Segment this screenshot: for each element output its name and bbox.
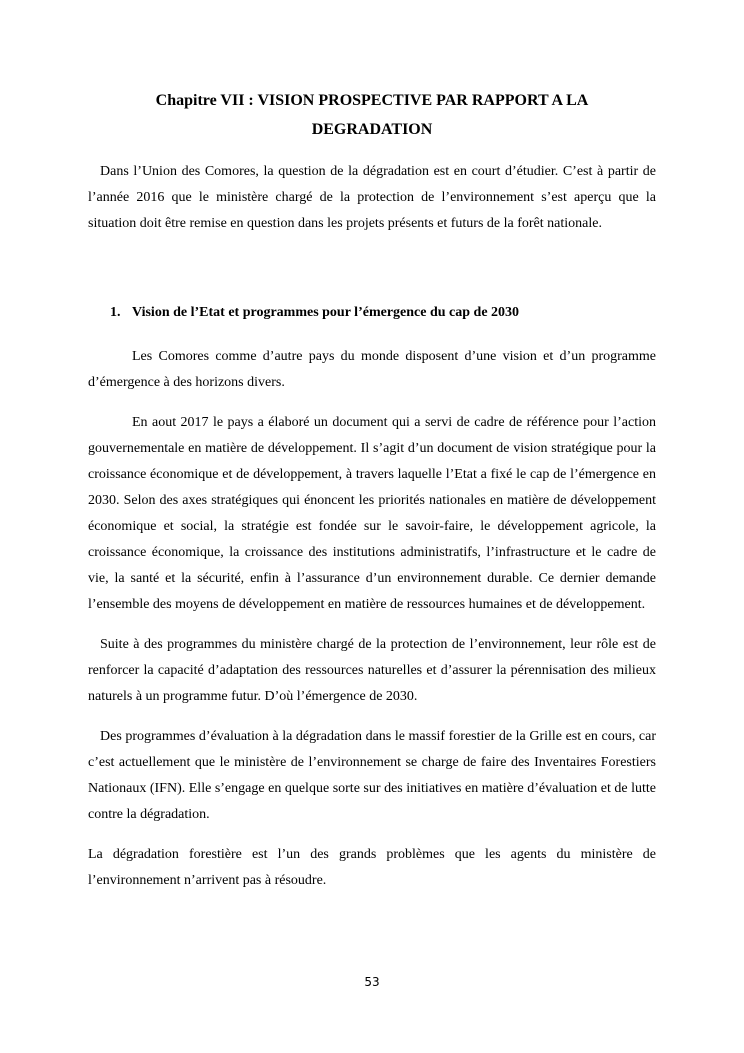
paragraph-vision: Les Comores comme d’autre pays du monde disposent d’une vision et d’un programme d’émergence à des horizons divers.: [88, 349, 656, 390]
paragraph-evaluation-programs: Des programmes d’évaluation à la dégradation dans le massif forestier de la Grille est en cours, car c’est actuellement que le ministère de l’environnement se charge de faire des Inventaires Forestiers Nationaux (IFN). Elle s’engage en quelque sorte sur des initiatives en matière d’évaluation et de lutte contre la dégradation.: [88, 729, 656, 822]
chapter-title-line-2: DEGRADATION: [311, 121, 433, 138]
paragraph-forest-degradation: La dégradation forestière est l’un des grands problèmes que les agents du ministère de l’environnement n’arrivent pas à résoudre.: [88, 847, 656, 888]
paragraph-ministry-programs: Suite à des programmes du ministère chargé de la protection de l’environnement, leur rôle est de renforcer la capacité d’adaptation des ressources naturelles et d’assurer la pérennisation des milieux naturels à un programme futur. D’où l’émergence de 2030.: [88, 637, 656, 704]
paragraph-strategy-document: En aout 2017 le pays a élaboré un document qui a servi de cadre de référence pour l’action gouvernementale en matière de développement. Il s’agit d’un document de vision stratégique pour la croissance économique et de développement, à travers laquelle l’Etat a fixé le cap de l’émergence en 2030. Selon des axes stratégiques qui énoncent les priorités nationales en matière de développement économique et social, la stratégie est fondée sur le savoir-faire, le développement agricole, la croissance économique, la croissance des institutions administratifs, l’infrastructure et le cadre de vie, la santé et la sécurité, enfin à l’assurance d’un environnement durable. Ce dernier demande l’ensemble des moyens de développement en matière de ressources humaines et de développement.: [88, 415, 656, 612]
section-number: 1.: [110, 305, 121, 320]
chapter-title-line-1: Chapitre VII : VISION PROSPECTIVE PAR RAPPORT A LA: [155, 92, 589, 109]
section-title: Vision de l’Etat et programmes pour l’émergence du cap de 2030: [132, 305, 520, 320]
intro-paragraph: Dans l’Union des Comores, la question de la dégradation est en court d’étudier. C’est à partir de l’année 2016 que le ministère chargé de la protection de l’environnement s’est aperçu que la situation doit être remise en question dans les projets présents et futurs de la forêt nationale.: [88, 164, 656, 231]
page-content: [88, 86, 656, 894]
chapter-title: [88, 86, 656, 144]
section-heading: [88, 300, 656, 326]
page-number: 53: [364, 975, 380, 989]
